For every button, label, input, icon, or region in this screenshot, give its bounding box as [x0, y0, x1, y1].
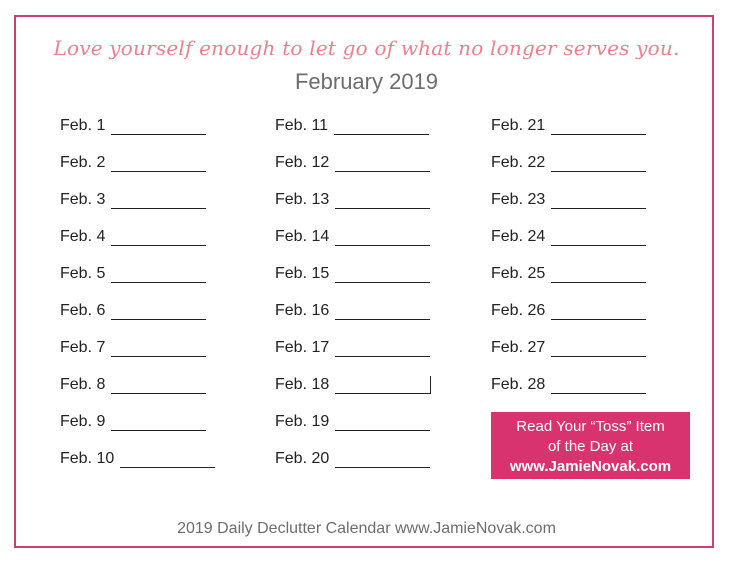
write-in-line [111, 339, 206, 357]
day-label: Feb. 22 [491, 154, 546, 171]
day-label: Feb. 18 [275, 376, 330, 393]
day-row [60, 413, 260, 450]
day-row [275, 117, 475, 154]
write-in-line [335, 154, 430, 172]
day-row [60, 265, 260, 302]
day-row [60, 228, 260, 265]
day-label: Feb. 6 [60, 302, 106, 319]
day-column-3 [491, 117, 691, 413]
footer-text: 2019 Daily Declutter Calendar www.JamieNovak.com [177, 520, 556, 537]
day-row [491, 228, 691, 265]
day-label: Feb. 21 [491, 117, 546, 134]
day-row [491, 154, 691, 191]
day-row [491, 339, 691, 376]
day-row [60, 117, 260, 154]
day-column-1 [60, 117, 260, 487]
write-in-line [551, 302, 646, 320]
day-row [275, 376, 475, 413]
day-row [491, 265, 691, 302]
day-label: Feb. 25 [491, 265, 546, 282]
quote-text: Love yourself enough to let go of what no longer serves you. [53, 36, 680, 60]
day-label: Feb. 10 [60, 450, 115, 467]
write-in-line [335, 450, 430, 468]
write-in-line [111, 228, 206, 246]
write-in-line [111, 302, 206, 320]
day-row [275, 450, 475, 487]
write-in-line [120, 450, 215, 468]
day-row [275, 413, 475, 450]
day-label: Feb. 11 [275, 117, 329, 134]
day-label: Feb. 7 [60, 339, 106, 356]
promo-line-2: of the Day at [547, 438, 634, 455]
write-in-line [335, 413, 430, 431]
write-in-line [551, 117, 646, 135]
day-row [60, 154, 260, 191]
write-in-line [111, 265, 206, 283]
day-column-2 [275, 117, 475, 487]
day-label: Feb. 2 [60, 154, 106, 171]
write-in-line [335, 191, 430, 209]
day-row [60, 450, 260, 487]
day-row [275, 228, 475, 265]
day-label: Feb. 8 [60, 376, 106, 393]
write-in-line [111, 154, 206, 172]
write-in-line [551, 265, 646, 283]
day-label: Feb. 26 [491, 302, 546, 319]
write-in-line [111, 191, 206, 209]
day-row [60, 191, 260, 228]
write-in-line [551, 376, 646, 394]
write-in-line [111, 413, 206, 431]
promo-url-link[interactable]: www.JamieNovak.com [509, 458, 672, 475]
write-in-line [551, 339, 646, 357]
day-label: Feb. 20 [275, 450, 330, 467]
day-label: Feb. 27 [491, 339, 546, 356]
month-title: February 2019 [294, 69, 439, 94]
write-in-line [551, 228, 646, 246]
day-label: Feb. 5 [60, 265, 106, 282]
write-in-line [551, 191, 646, 209]
day-label: Feb. 15 [275, 265, 330, 282]
day-label: Feb. 24 [491, 228, 546, 245]
day-label: Feb. 1 [60, 117, 106, 134]
day-row [491, 117, 691, 154]
promo-box [491, 412, 690, 479]
day-row [60, 302, 260, 339]
day-label: Feb. 16 [275, 302, 330, 319]
day-row [275, 265, 475, 302]
day-label: Feb. 14 [275, 228, 330, 245]
day-label: Feb. 4 [60, 228, 106, 245]
write-in-line [335, 228, 430, 246]
write-in-line [335, 339, 430, 357]
write-in-line [335, 265, 430, 283]
day-row [491, 302, 691, 339]
day-row [491, 376, 691, 413]
write-in-line [334, 117, 429, 135]
day-label: Feb. 3 [60, 191, 106, 208]
day-row [275, 302, 475, 339]
day-row [275, 339, 475, 376]
day-row [491, 191, 691, 228]
day-label: Feb. 19 [275, 413, 330, 430]
write-in-line [551, 154, 646, 172]
day-row [275, 154, 475, 191]
write-in-line [335, 376, 431, 394]
day-row [60, 376, 260, 413]
write-in-line [111, 376, 206, 394]
day-label: Feb. 28 [491, 376, 546, 393]
day-label: Feb. 12 [275, 154, 330, 171]
day-label: Feb. 23 [491, 191, 546, 208]
day-row [275, 191, 475, 228]
day-label: Feb. 17 [275, 339, 330, 356]
write-in-line [111, 117, 206, 135]
day-label: Feb. 9 [60, 413, 106, 430]
day-label: Feb. 13 [275, 191, 330, 208]
write-in-line [335, 302, 430, 320]
promo-line-1: Read Your “Toss” Item [516, 418, 665, 435]
day-row [60, 339, 260, 376]
